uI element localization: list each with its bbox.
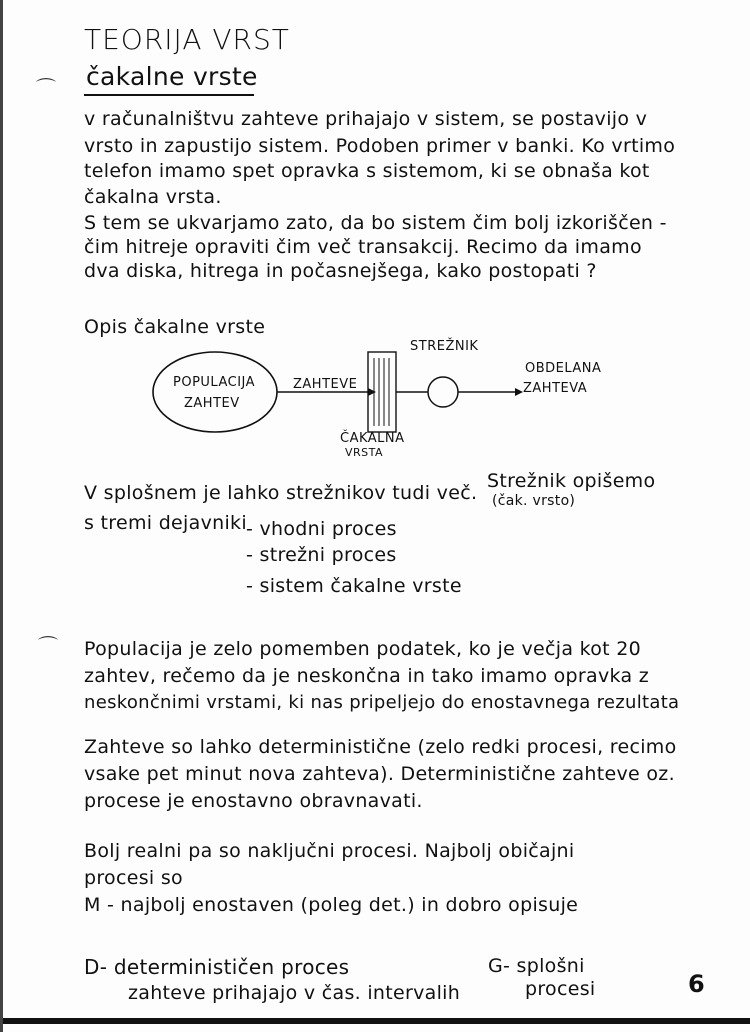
page-number: 6 (688, 970, 705, 998)
intro-line: telefon imamo spet opravka s sistemom, ki se obnaša kot (84, 160, 650, 182)
intro-line: S tem se ukvarjamo zato, da bo sistem čim bolj izkoriščen - (84, 212, 667, 234)
diagram-heading: Opis čakalne vrste (84, 316, 266, 338)
g-process-line: procesi (525, 978, 596, 1000)
random-line: M - najbolj enostaven (poleg det.) in dobro opisuje (84, 894, 579, 916)
population-line: zahtev, rečemo da je neskončna in tako imamo opravka z (84, 665, 650, 687)
population-label: POPULACIJA (173, 375, 256, 390)
intro-line: čakalna vrsta. (84, 186, 222, 208)
output-label: ZAHTEVA (523, 381, 588, 396)
section-subtitle: čakalne vrste (86, 62, 258, 91)
general-line: V splošnem je lahko strežnikov tudi več. (84, 482, 478, 504)
intro-line: čim hitreje opraviti čim več transakcij. Recimo da imamo (84, 236, 642, 258)
factor-item: - strežni proces (246, 544, 397, 566)
hole-punch-mark: ⌒ (38, 634, 58, 658)
hole-punch-mark: ⌒ (36, 76, 56, 100)
general-line: s tremi dejavniki (84, 512, 247, 534)
scan-left-edge (0, 0, 3, 1032)
server-label: STREŽNIK (410, 339, 479, 354)
population-line: neskončnimi vrstami, ki nas pripeljejo do enostavnega rezultata (84, 692, 680, 713)
general-line: Strežnik opišemo (487, 470, 656, 492)
scan-bottom-edge (0, 1018, 750, 1024)
intro-line: v računalništvu zahteve prihajajo v sistem, se postavijo v (84, 108, 648, 130)
output-label: OBDELANA (525, 361, 602, 376)
deterministic-line: Zahteve so lahko deterministične (zelo redki procesi, recimo (84, 736, 677, 758)
population-shape (153, 352, 277, 432)
factor-item: - sistem čakalne vrste (246, 575, 462, 597)
subtitle-underline (84, 94, 254, 96)
intro-line: dva diska, hitrega in počasnejšega, kako postopati ? (84, 260, 597, 282)
intro-line: vrsto in zapustijo sistem. Podoben primer v banki. Ko vrtimo (84, 135, 676, 157)
queue-label: ČAKALNA (340, 431, 405, 446)
page-title: TEORIJA VRST (84, 23, 290, 56)
g-process-line: G- splošni (488, 955, 585, 977)
d-process-line: zahteve prihajajo v čas. intervalih (128, 982, 461, 1004)
deterministic-line: vsake pet minut nova zahteva). Deterministične zahteve oz. (84, 763, 675, 785)
factor-item: - vhodni proces (246, 518, 397, 540)
general-note: (čak. vrsto) (492, 493, 576, 509)
random-line: Bolj realni pa so naključni procesi. Najbolj običajni (84, 840, 575, 862)
queue-label: VRSTA (345, 446, 384, 459)
random-line: procesi so (84, 867, 183, 889)
input-arrowhead (368, 388, 376, 396)
server-circle (428, 377, 458, 407)
population-label: ZAHTEV (184, 396, 240, 411)
population-line: Populacija je zelo pomemben podatek, ko je večja kot 20 (84, 638, 642, 660)
requests-arrow-label: ZAHTEVE (293, 377, 358, 392)
d-process-line: D- determinističen proces (84, 955, 350, 979)
deterministic-line: procese je enostavno obravnavati. (84, 790, 423, 812)
